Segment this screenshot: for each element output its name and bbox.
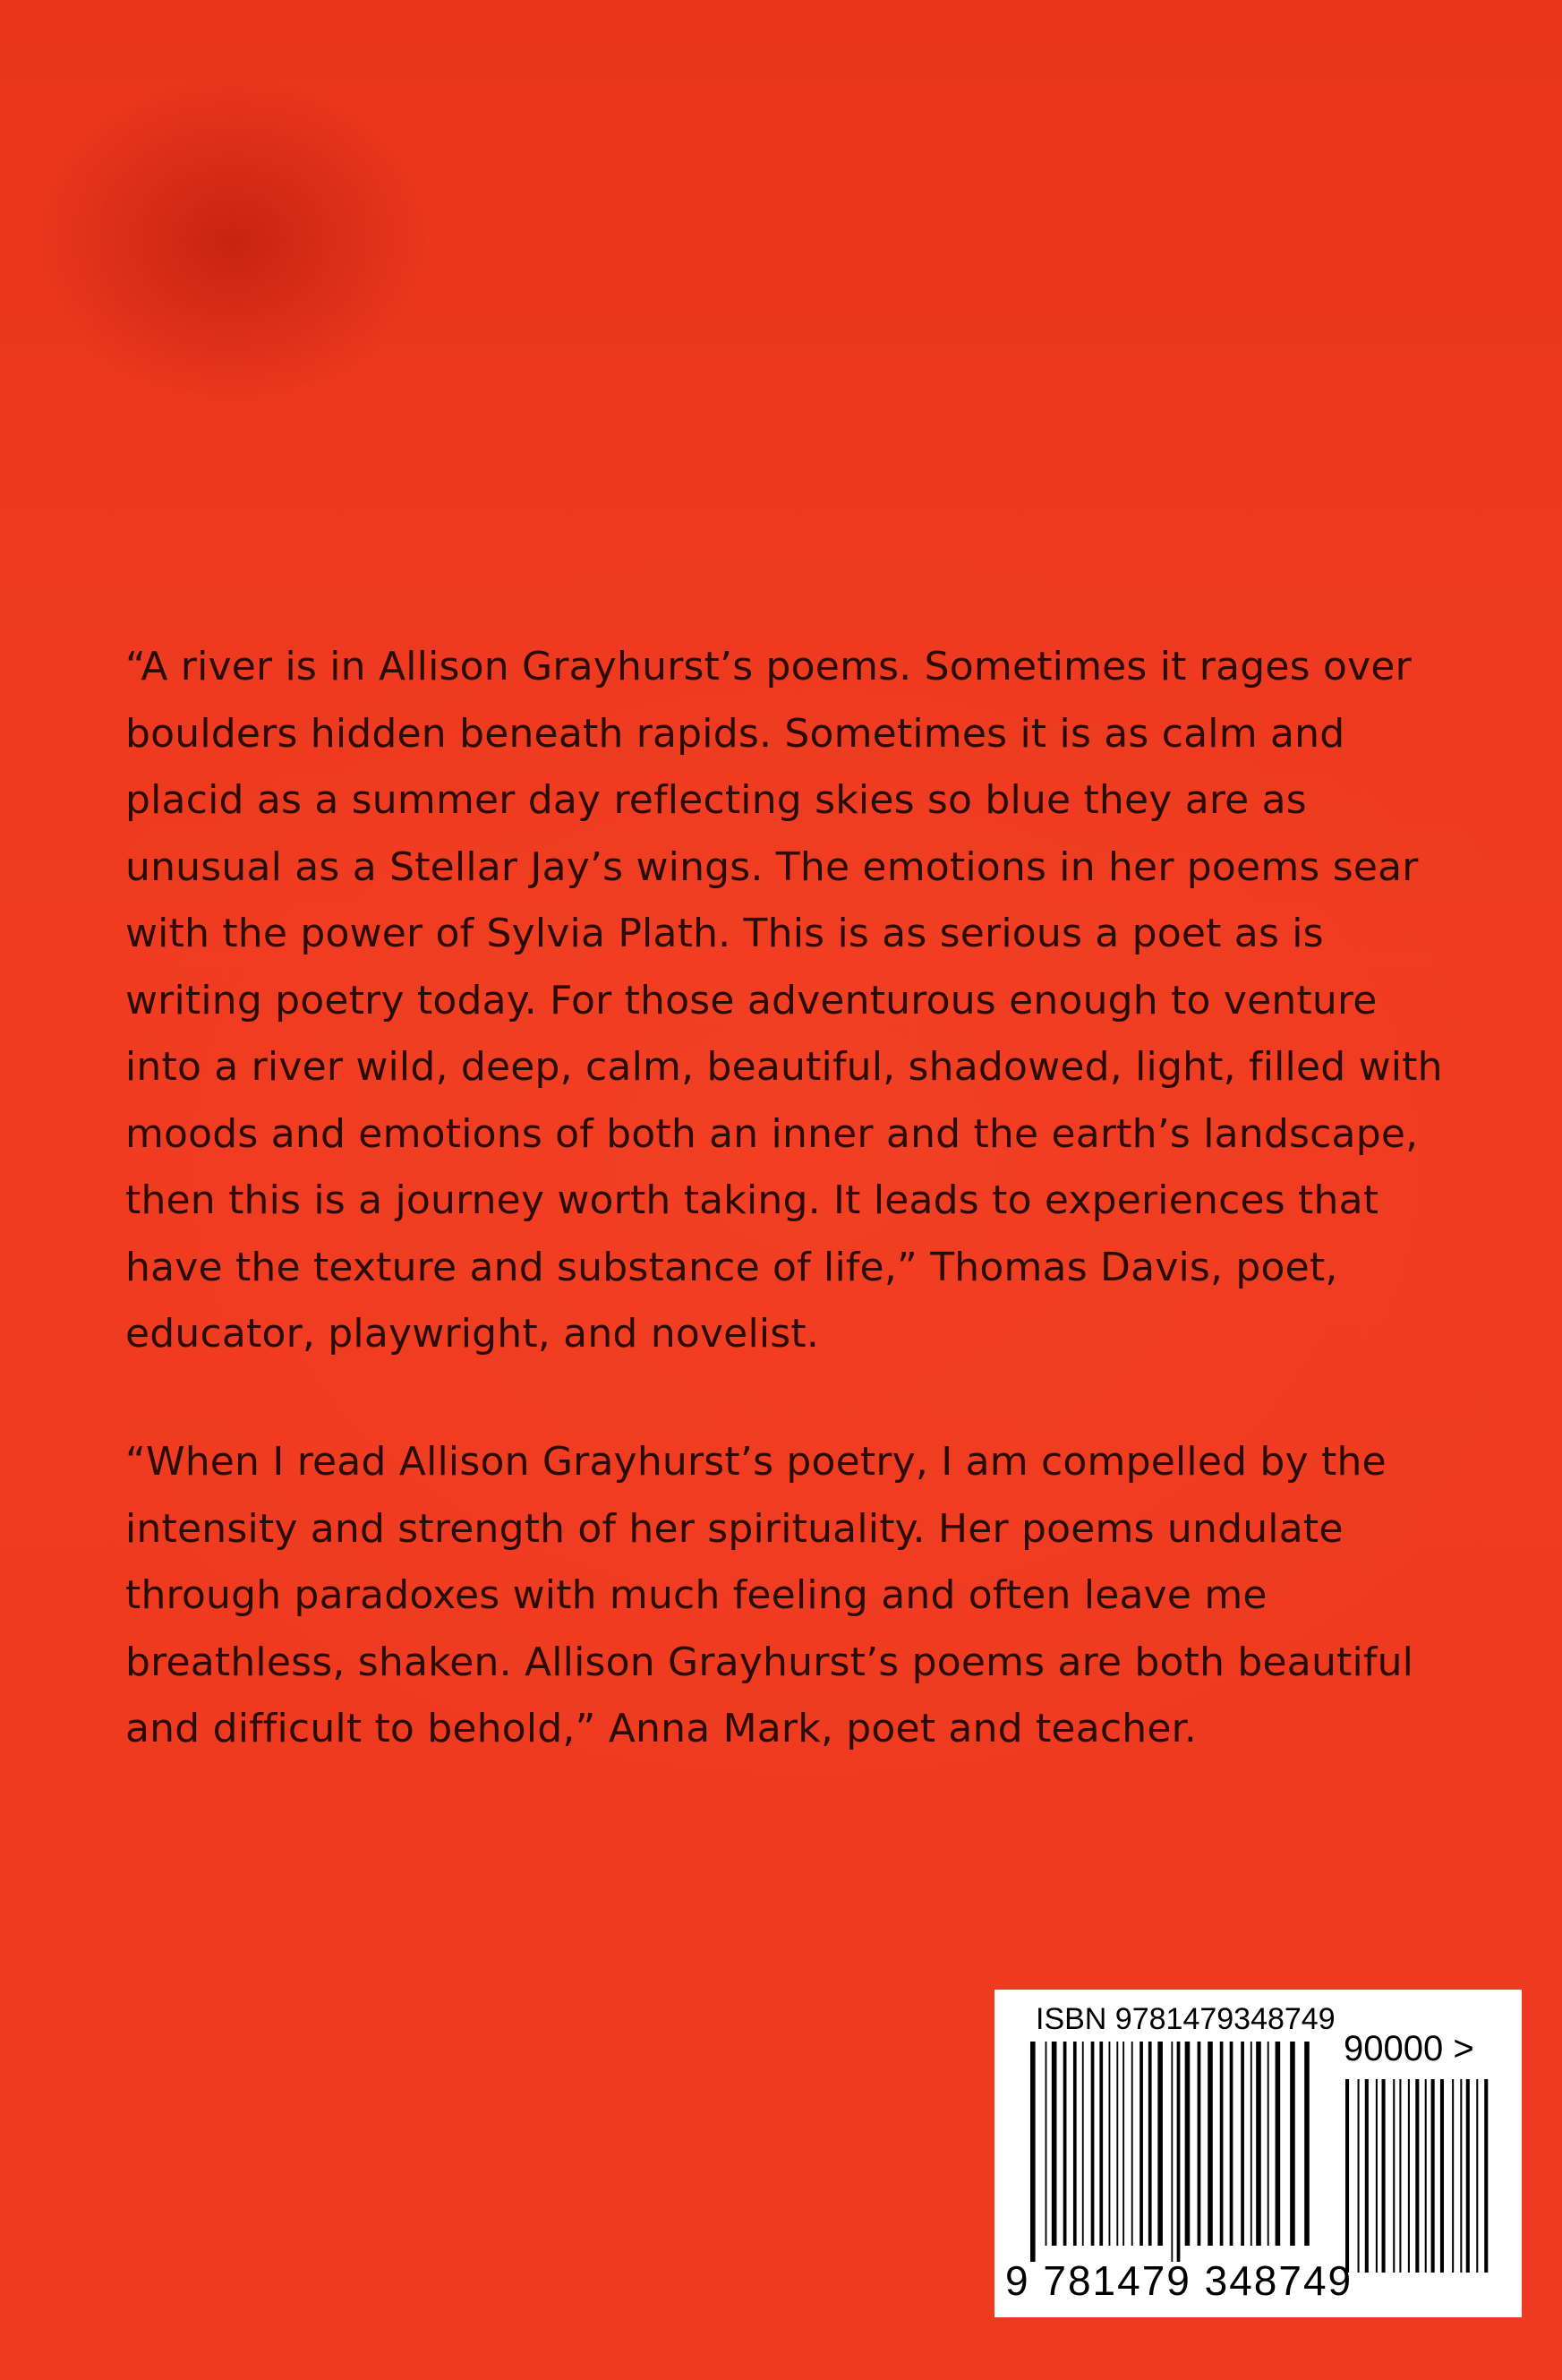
ean-barcode-bars [1030, 2042, 1319, 2262]
barcode-bar [1241, 2042, 1244, 2246]
barcode-bar [1139, 2042, 1143, 2246]
barcode-bar [1185, 2042, 1191, 2246]
barcode-bar [1030, 2042, 1036, 2262]
addon-bar [1460, 2079, 1462, 2273]
barcode-bar [1250, 2042, 1252, 2246]
addon-bar [1440, 2079, 1444, 2273]
addon-bar [1452, 2079, 1454, 2273]
addon-bar [1365, 2079, 1369, 2273]
review-quote-thomas-davis: “A river is in Allison Grayhurst’s poems. Sometimes it rages over boulders hidden beneath rapids. Sometimes it is as calm and placid as a summer day reflecting skies so blue they are as unusual as a Stellar Jay’s wings. The emotions in her poems sear with the power of Sylvia Plath. This is as serious a poet as is writing poetry today. For those adventurous enough to venture into a river wild, deep, calm, beautiful, shadowed, light, filled with moods and emotions of both an inner and the earth’s landscape, then this is a journey worth taking. It leads to experiences that have the texture and substance of life,” Thomas Davis, poet, educator, playwright, and novelist. [125, 644, 1443, 1357]
barcode-bar [1148, 2042, 1152, 2246]
addon-bar [1345, 2079, 1349, 2273]
barcode-bar [1099, 2042, 1103, 2246]
addon-bar [1415, 2079, 1419, 2273]
barcode-bar [1208, 2042, 1213, 2246]
barcode-bar [1177, 2042, 1181, 2262]
barcode-bar [1304, 2042, 1310, 2246]
barcode-bar [1122, 2042, 1124, 2246]
barcode-bar [1073, 2042, 1077, 2246]
barcode-bar [1230, 2042, 1233, 2246]
barcode-bar [1268, 2042, 1269, 2246]
addon-bar [1399, 2079, 1401, 2273]
barcode-bar [1116, 2042, 1118, 2246]
review-quote-anna-mark: “When I read Allison Grayhurst’s poetry, I am compelled by the intensity and strength of her spirituality. Her poems undulate through paradoxes with much feeling and often leave me breathless, shaken. Allison Grayhurst’s poems are both beautiful and difficult to behold,” Anna Mark, poet and teacher. [125, 1439, 1414, 1751]
price-code: 90000 > [1344, 2029, 1474, 2068]
addon-bar [1408, 2079, 1410, 2273]
barcode-bar [1276, 2042, 1281, 2246]
ean-digits: 9 781479 348749 [1005, 2257, 1353, 2304]
isbn-barcode-box [994, 1990, 1522, 2317]
barcode-bar [1063, 2042, 1067, 2246]
addon-bar [1476, 2079, 1478, 2273]
addon-barcode-bars [1345, 2079, 1489, 2273]
barcode-bar [1109, 2042, 1111, 2246]
addon-bar [1466, 2079, 1470, 2273]
barcode-bar [1091, 2042, 1095, 2246]
addon-bar [1484, 2079, 1488, 2273]
barcode-bar [1220, 2042, 1224, 2246]
barcode-bar [1256, 2042, 1261, 2246]
addon-bar [1376, 2079, 1378, 2273]
addon-bar [1425, 2079, 1427, 2273]
addon-bar [1382, 2079, 1386, 2273]
addon-bar [1431, 2079, 1435, 2273]
barcode-bar [1131, 2042, 1133, 2246]
barcode-bar [1052, 2042, 1057, 2246]
barcode-bar [1157, 2042, 1163, 2246]
barcode-bar [1290, 2042, 1295, 2246]
barcode-bar [1198, 2042, 1201, 2246]
isbn-label: ISBN 9781479348749 [1036, 2002, 1336, 2036]
addon-bar [1358, 2079, 1360, 2273]
barcode-bar [1046, 2042, 1047, 2246]
barcode-bar [1082, 2042, 1084, 2246]
barcode-bar [1171, 2042, 1173, 2262]
addon-bar [1393, 2079, 1395, 2273]
